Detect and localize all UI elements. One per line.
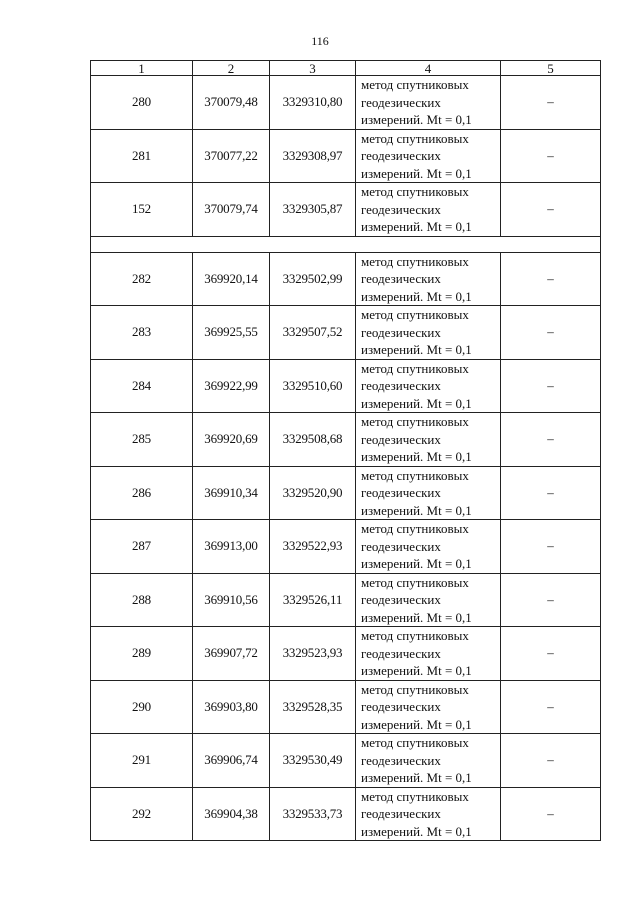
table-row	[91, 466, 601, 520]
method-cell	[356, 183, 501, 237]
method-cell	[356, 76, 501, 130]
method-cell	[356, 734, 501, 788]
method-line: геодезических	[361, 752, 441, 768]
point-number-cell: 289	[91, 627, 193, 681]
header-col-5: 5	[501, 61, 601, 76]
method-cell	[356, 520, 501, 574]
method-line: метод спутниковых	[361, 628, 469, 643]
method-cell	[356, 413, 501, 467]
note-cell: –	[501, 252, 601, 306]
table-row	[91, 76, 601, 130]
y-coordinate-cell: 3329310,80	[270, 76, 356, 130]
method-cell	[356, 680, 501, 734]
method-line: геодезических	[361, 699, 441, 714]
table-row	[91, 734, 601, 788]
method-line: измерений. Mt = 0,1	[361, 556, 472, 571]
header-col-1: 1	[91, 61, 193, 76]
note-cell: –	[501, 627, 601, 681]
method-line: метод спутниковых	[361, 521, 469, 536]
x-coordinate-cell: 369922,99	[193, 359, 270, 413]
note-cell: –	[501, 306, 601, 360]
method-line: геодезических	[361, 538, 441, 554]
y-coordinate-cell: 3329528,35	[270, 680, 356, 734]
method-line: геодезических	[361, 485, 441, 500]
point-number-cell: 281	[91, 129, 193, 183]
method-line: геодезических	[361, 324, 441, 340]
method-line: геодезических	[361, 431, 441, 447]
method-line: измерений. Mt = 0,1	[361, 502, 472, 518]
point-number-cell: 290	[91, 680, 193, 734]
y-coordinate-cell: 3329526,11	[270, 573, 356, 627]
method-cell	[356, 466, 501, 520]
x-coordinate-cell: 369907,72	[193, 627, 270, 681]
point-number-cell: 286	[91, 466, 193, 520]
note-cell: –	[501, 359, 601, 413]
x-coordinate-cell: 369920,69	[193, 413, 270, 467]
method-line: метод спутниковых	[361, 360, 469, 376]
x-coordinate-cell: 370079,74	[193, 183, 270, 237]
header-col-3: 3	[270, 61, 356, 76]
point-number-cell: 280	[91, 76, 193, 130]
y-coordinate-cell: 3329523,93	[270, 627, 356, 681]
y-coordinate-cell: 3329507,52	[270, 306, 356, 360]
y-coordinate-cell: 3329508,68	[270, 413, 356, 467]
table-row	[91, 573, 601, 627]
x-coordinate-cell: 369904,38	[193, 787, 270, 841]
method-line: геодезических	[361, 271, 441, 286]
method-line: метод спутниковых	[361, 307, 469, 322]
header-col-4: 4	[356, 61, 501, 76]
y-coordinate-cell: 3329510,60	[270, 359, 356, 413]
note-cell: –	[501, 787, 601, 841]
method-cell	[356, 573, 501, 627]
table-row	[91, 252, 601, 306]
table-row	[91, 359, 601, 413]
method-line: измерений. Mt = 0,1	[361, 288, 472, 304]
table-row	[91, 306, 601, 360]
method-cell	[356, 129, 501, 183]
method-line: метод спутниковых	[361, 681, 469, 697]
method-line: измерений. Mt = 0,1	[361, 663, 472, 678]
y-coordinate-cell: 3329502,99	[270, 252, 356, 306]
table-row	[91, 520, 601, 574]
method-line: метод спутниковых	[361, 130, 469, 146]
header-col-2: 2	[193, 61, 270, 76]
method-line: измерений. Mt = 0,1	[361, 395, 472, 411]
x-coordinate-cell: 370077,22	[193, 129, 270, 183]
method-cell	[356, 306, 501, 360]
note-cell: –	[501, 520, 601, 574]
method-line: метод спутниковых	[361, 735, 469, 750]
method-line: измерений. Mt = 0,1	[361, 342, 472, 357]
method-line: метод спутниковых	[361, 184, 469, 199]
method-line: измерений. Mt = 0,1	[361, 770, 472, 785]
method-line: измерений. Mt = 0,1	[361, 165, 472, 181]
x-coordinate-cell: 369910,34	[193, 466, 270, 520]
note-cell: –	[501, 183, 601, 237]
y-coordinate-cell: 3329530,49	[270, 734, 356, 788]
method-cell	[356, 252, 501, 306]
point-number-cell: 152	[91, 183, 193, 237]
note-cell: –	[501, 734, 601, 788]
method-cell	[356, 359, 501, 413]
note-cell: –	[501, 76, 601, 130]
section-separator-row	[91, 236, 601, 252]
point-number-cell: 288	[91, 573, 193, 627]
method-line: геодезических	[361, 201, 441, 217]
method-line: измерений. Mt = 0,1	[361, 112, 472, 127]
method-line: метод спутниковых	[361, 253, 469, 269]
y-coordinate-cell: 3329533,73	[270, 787, 356, 841]
method-line: геодезических	[361, 148, 441, 163]
method-line: метод спутниковых	[361, 574, 469, 590]
x-coordinate-cell: 369903,80	[193, 680, 270, 734]
table-row	[91, 627, 601, 681]
x-coordinate-cell: 370079,48	[193, 76, 270, 130]
point-number-cell: 283	[91, 306, 193, 360]
method-line: метод спутниковых	[361, 414, 469, 429]
table-header	[91, 61, 601, 76]
table-row	[91, 413, 601, 467]
note-cell: –	[501, 680, 601, 734]
point-number-cell: 282	[91, 252, 193, 306]
table-row	[91, 183, 601, 237]
method-line: геодезических	[361, 806, 441, 821]
y-coordinate-cell: 3329308,97	[270, 129, 356, 183]
method-line: геодезических	[361, 592, 441, 607]
method-line: метод спутниковых	[361, 77, 469, 92]
x-coordinate-cell: 369925,55	[193, 306, 270, 360]
page-number: 116	[311, 34, 329, 48]
method-line: измерений. Mt = 0,1	[361, 219, 472, 234]
point-number-cell: 285	[91, 413, 193, 467]
note-cell: –	[501, 466, 601, 520]
method-line: геодезических	[361, 645, 441, 661]
x-coordinate-cell: 369913,00	[193, 520, 270, 574]
y-coordinate-cell: 3329522,93	[270, 520, 356, 574]
method-line: геодезических	[361, 94, 441, 110]
method-line: измерений. Mt = 0,1	[361, 449, 472, 464]
method-line: метод спутниковых	[361, 788, 469, 804]
point-number-cell: 292	[91, 787, 193, 841]
x-coordinate-cell: 369920,14	[193, 252, 270, 306]
method-line: измерений. Mt = 0,1	[361, 716, 472, 732]
method-line: измерений. Mt = 0,1	[361, 823, 472, 839]
x-coordinate-cell: 369906,74	[193, 734, 270, 788]
coordinates-table	[90, 60, 601, 841]
method-cell	[356, 627, 501, 681]
method-cell	[356, 787, 501, 841]
note-cell: –	[501, 413, 601, 467]
table-row	[91, 787, 601, 841]
table-row	[91, 129, 601, 183]
method-line: геодезических	[361, 378, 441, 393]
note-cell: –	[501, 129, 601, 183]
note-cell: –	[501, 573, 601, 627]
table-row	[91, 680, 601, 734]
point-number-cell: 287	[91, 520, 193, 574]
section-separator	[91, 236, 601, 252]
table-body	[91, 76, 601, 841]
method-line: измерений. Mt = 0,1	[361, 609, 472, 625]
header-row	[91, 61, 601, 76]
point-number-cell: 291	[91, 734, 193, 788]
y-coordinate-cell: 3329305,87	[270, 183, 356, 237]
point-number-cell: 284	[91, 359, 193, 413]
method-line: метод спутниковых	[361, 467, 469, 483]
y-coordinate-cell: 3329520,90	[270, 466, 356, 520]
x-coordinate-cell: 369910,56	[193, 573, 270, 627]
